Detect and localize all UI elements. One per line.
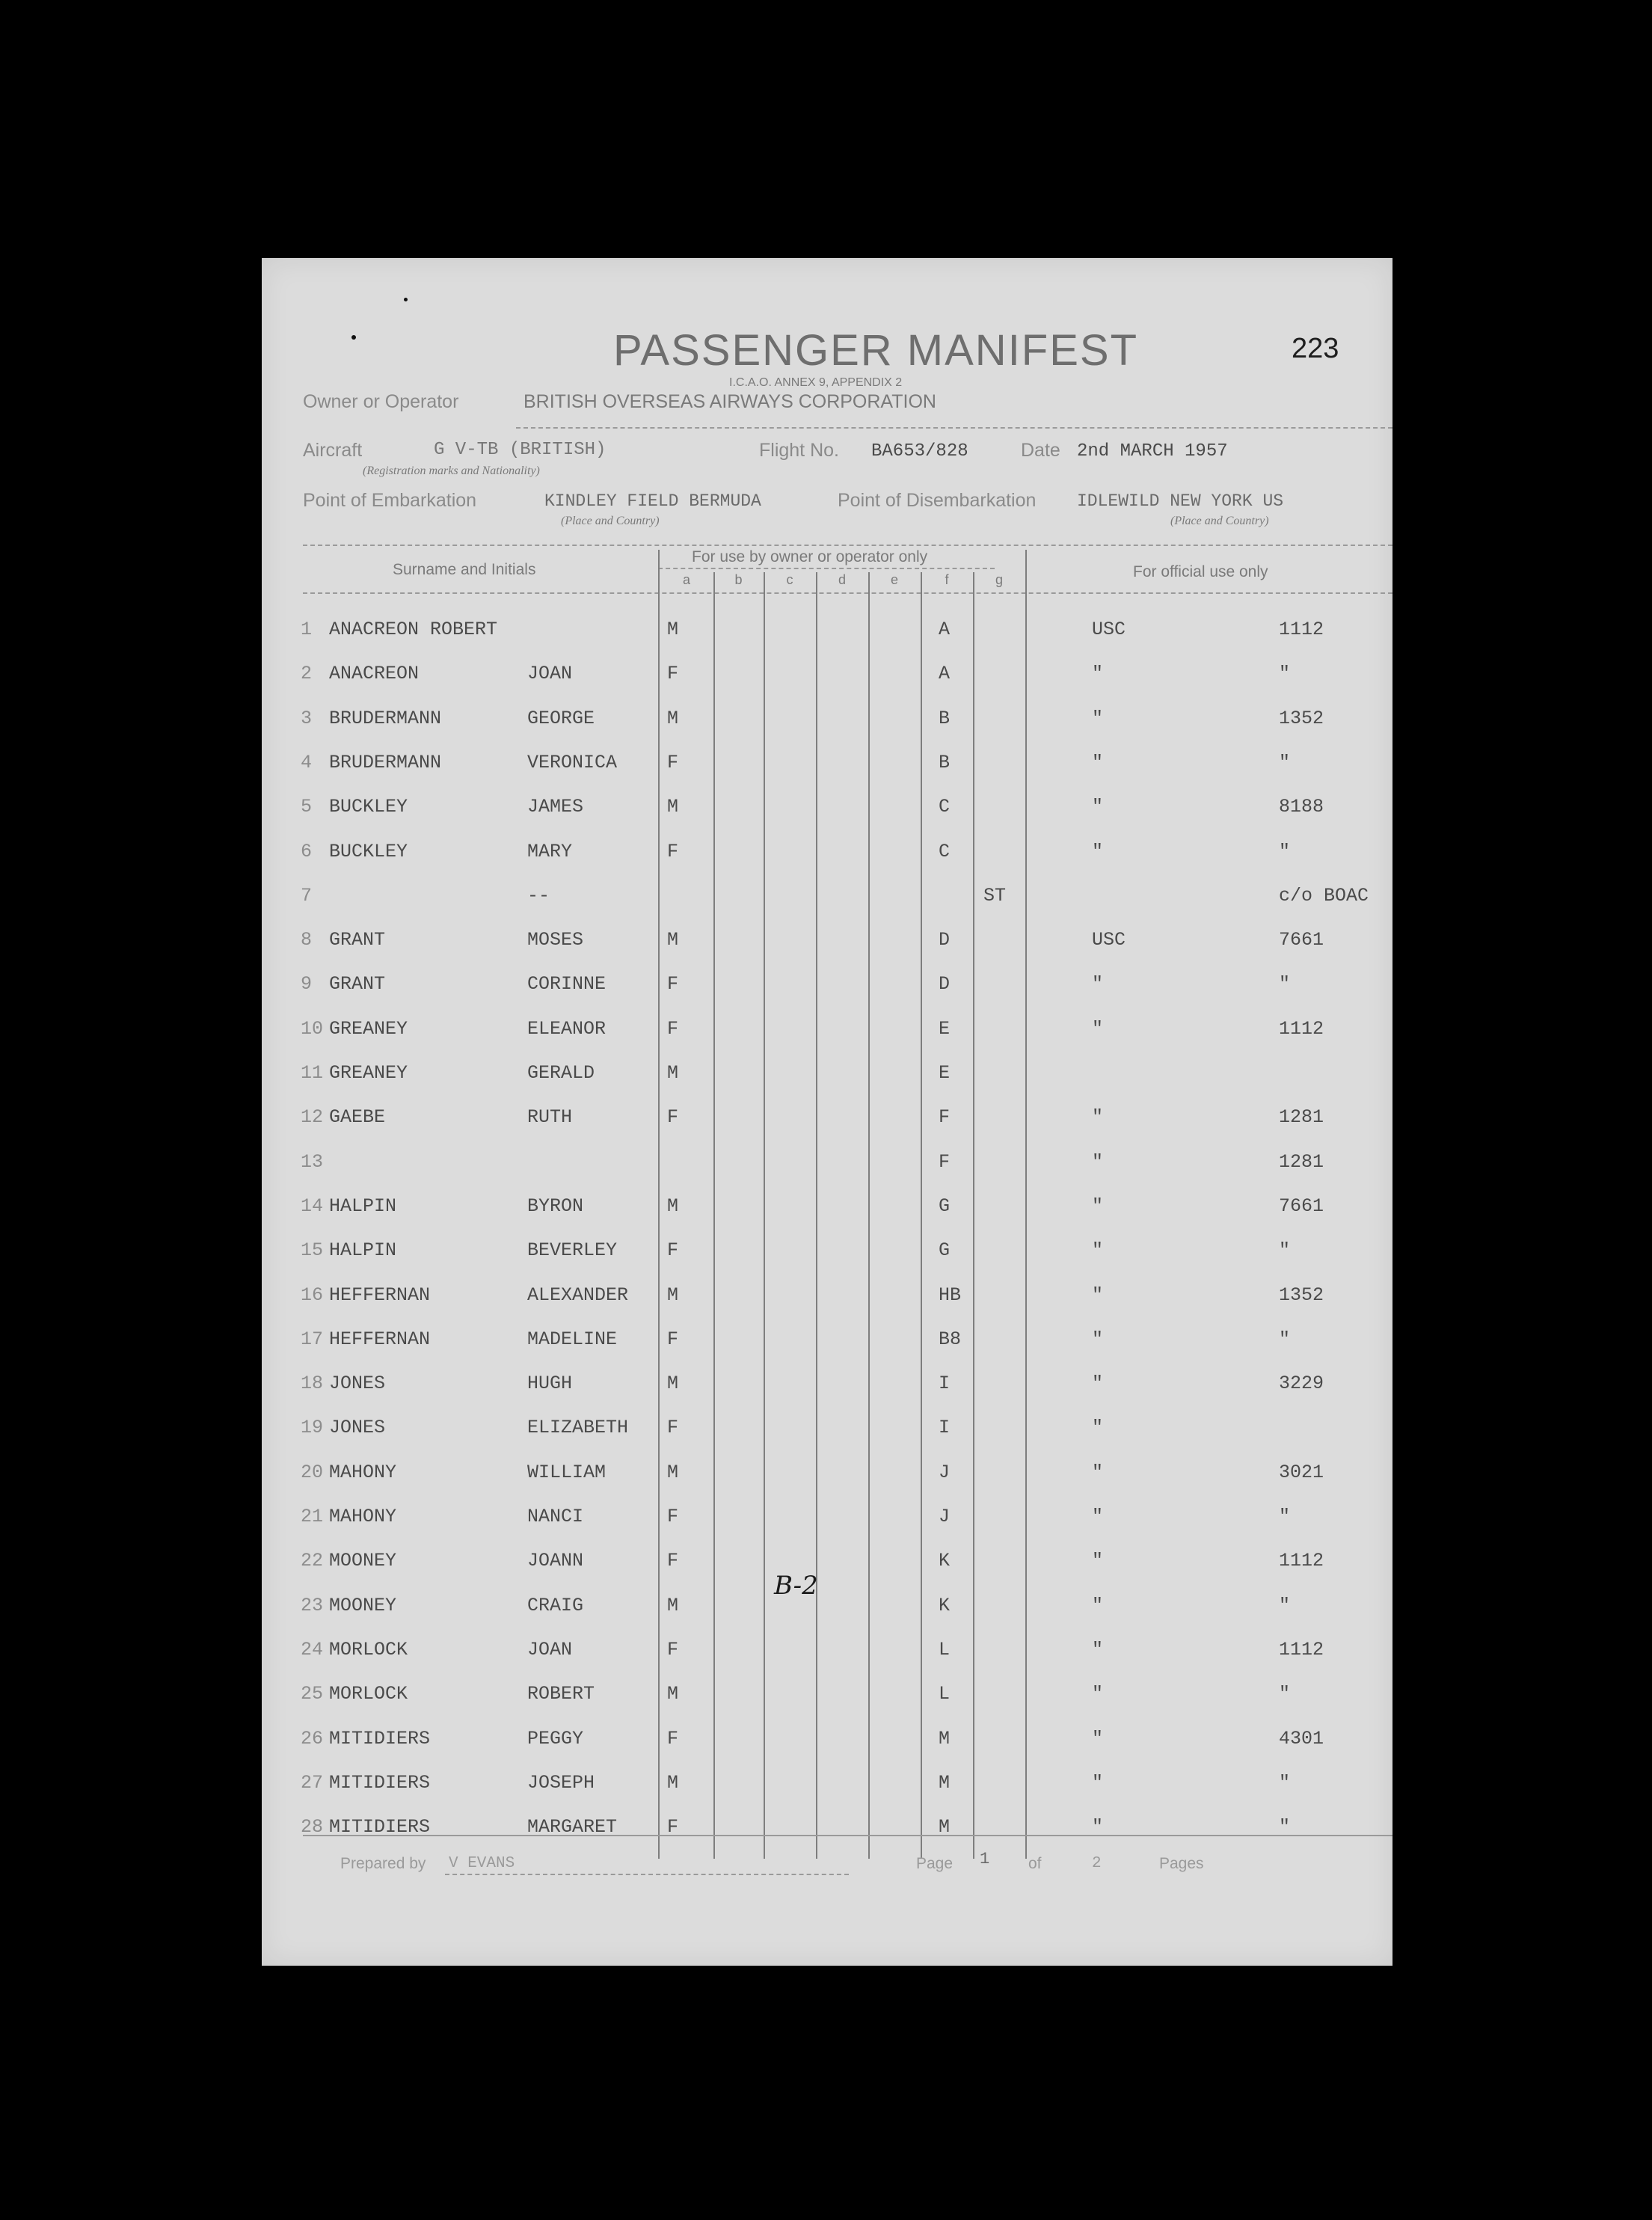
surname-cell: GREANEY — [329, 1062, 408, 1084]
official-code-cell: " — [1092, 1683, 1104, 1705]
official-code-cell: " — [1092, 1816, 1104, 1838]
sex-cell: F — [667, 1816, 679, 1838]
official-number-cell: 1112 — [1279, 1018, 1324, 1040]
table-row — [262, 885, 1392, 915]
of-label: of — [1028, 1855, 1042, 1872]
col-f-cell: A — [939, 663, 951, 684]
official-code-cell: " — [1092, 841, 1104, 862]
col-f-cell: J — [939, 1462, 951, 1483]
official-code-cell: " — [1092, 708, 1104, 729]
col-f-cell: J — [939, 1506, 951, 1527]
official-number-cell: 8188 — [1279, 796, 1324, 818]
prepared-by-value: V EVANS — [449, 1855, 515, 1872]
table-row — [262, 796, 1392, 826]
manifest-page — [262, 258, 1392, 1966]
document-title: PASSENGER MANIFEST — [613, 326, 1139, 375]
surname-cell: ANACREON — [329, 663, 420, 684]
document-subtitle: I.C.A.O. ANNEX 9, APPENDIX 2 — [729, 376, 903, 389]
row-number: 9 — [301, 973, 313, 995]
official-number-cell: " — [1279, 1328, 1291, 1350]
table-row — [262, 841, 1392, 871]
surname-cell: MOONEY — [329, 1550, 397, 1572]
table-row — [262, 752, 1392, 782]
of-value: 2 — [1092, 1855, 1102, 1872]
official-number-cell: " — [1279, 1239, 1291, 1261]
col-d-header: d — [838, 572, 846, 587]
surname-header: Surname and Initials — [393, 561, 536, 578]
col-f-cell: C — [939, 841, 951, 862]
table-row — [262, 1018, 1392, 1048]
row-number: 8 — [301, 929, 313, 951]
col-f-cell: C — [939, 796, 951, 818]
row-number: 25 — [301, 1683, 324, 1705]
col-f-cell: M — [939, 1772, 951, 1794]
owner-label: Owner or Operator — [303, 391, 459, 412]
row-number: 24 — [301, 1639, 324, 1661]
given-name-cell: PEGGY — [527, 1728, 584, 1750]
row-number: 6 — [301, 841, 313, 862]
prepared-by-label: Prepared by — [340, 1855, 426, 1872]
surname-cell: MORLOCK — [329, 1683, 408, 1705]
row-number: 26 — [301, 1728, 324, 1750]
sex-cell: F — [667, 663, 679, 684]
surname-cell: BRUDERMANN — [329, 752, 442, 773]
row-number: 12 — [301, 1106, 324, 1128]
official-number-cell: " — [1279, 841, 1291, 862]
official-code-cell: " — [1092, 1462, 1104, 1483]
ink-speck — [351, 335, 356, 340]
official-number-cell: 7661 — [1279, 929, 1324, 951]
col-f-cell: M — [939, 1728, 951, 1750]
official-code-cell: " — [1092, 1106, 1104, 1128]
col-f-cell: L — [939, 1683, 951, 1705]
official-number-cell: " — [1279, 1772, 1291, 1794]
official-number-cell: c/o BOAC — [1279, 885, 1369, 907]
sex-cell: M — [667, 1284, 679, 1306]
col-e-header: e — [890, 572, 898, 587]
embarkation-value: KINDLEY FIELD BERMUDA — [544, 491, 761, 511]
given-name-cell: JOAN — [527, 663, 573, 684]
official-number-cell: 3021 — [1279, 1462, 1324, 1483]
table-row — [262, 1417, 1392, 1447]
given-name-cell: HUGH — [527, 1373, 573, 1394]
sex-cell: M — [667, 796, 679, 818]
sex-cell: F — [667, 1550, 679, 1572]
sex-cell: M — [667, 1462, 679, 1483]
row-number: 7 — [301, 885, 313, 907]
header-bottom-rule — [303, 592, 1392, 594]
given-name-cell: MARY — [527, 841, 573, 862]
sex-cell: M — [667, 1195, 679, 1217]
flight-label: Flight No. — [759, 440, 839, 461]
official-code-cell: " — [1092, 1284, 1104, 1306]
sex-cell: F — [667, 973, 679, 995]
col-f-cell: D — [939, 973, 951, 995]
subheader-rule — [658, 568, 995, 569]
owner-use-header: For use by owner or operator only — [692, 548, 928, 565]
col-f-header: f — [945, 572, 949, 587]
given-name-cell: GEORGE — [527, 708, 595, 729]
sex-cell: F — [667, 1417, 679, 1438]
row-number: 19 — [301, 1417, 324, 1438]
table-row — [262, 1106, 1392, 1136]
row-number: 16 — [301, 1284, 324, 1306]
surname-cell: MOONEY — [329, 1595, 397, 1616]
date-label: Date — [1021, 440, 1060, 461]
given-name-cell: RUTH — [527, 1106, 573, 1128]
official-number-cell: 1352 — [1279, 1284, 1324, 1306]
sex-cell: F — [667, 1328, 679, 1350]
col-f-cell: B — [939, 752, 951, 773]
surname-cell: GAEBE — [329, 1106, 386, 1128]
official-code-cell: USC — [1092, 929, 1126, 951]
table-top-rule — [303, 545, 1392, 546]
official-number-cell: 1281 — [1279, 1151, 1324, 1173]
official-code-cell: " — [1092, 1506, 1104, 1527]
official-code-cell: " — [1092, 1595, 1104, 1616]
table-row — [262, 1239, 1392, 1269]
table-row — [262, 1328, 1392, 1358]
col-a-header: a — [682, 572, 690, 587]
stamped-page-number: 223 — [1292, 333, 1339, 364]
sex-cell: M — [667, 1772, 679, 1794]
sex-cell: M — [667, 1373, 679, 1394]
surname-cell: HEFFERNAN — [329, 1328, 431, 1350]
given-name-cell: -- — [527, 885, 550, 907]
row-number: 15 — [301, 1239, 324, 1261]
col-f-cell: B — [939, 708, 951, 729]
col-g-header: g — [995, 572, 1003, 587]
surname-cell: BRUDERMANN — [329, 708, 442, 729]
given-name-cell: CORINNE — [527, 973, 607, 995]
official-code-cell: " — [1092, 1550, 1104, 1572]
surname-cell: HALPIN — [329, 1195, 397, 1217]
footer-rule — [303, 1835, 1392, 1836]
table-row — [262, 929, 1392, 959]
given-name-cell: MARGARET — [527, 1816, 618, 1838]
given-name-cell: ROBERT — [527, 1683, 595, 1705]
row-number: 2 — [301, 663, 313, 684]
col-f-cell: K — [939, 1550, 951, 1572]
handwritten-note: B-2 — [774, 1571, 818, 1601]
official-code-cell: " — [1092, 1239, 1104, 1261]
col-f-cell: E — [939, 1062, 951, 1084]
page-label: Page — [916, 1855, 954, 1872]
surname-cell: JONES — [329, 1373, 386, 1394]
official-number-cell: " — [1279, 663, 1291, 684]
official-number-cell: " — [1279, 1683, 1291, 1705]
col-f-cell: F — [939, 1106, 951, 1128]
table-row — [262, 1550, 1392, 1580]
given-name-cell: GERALD — [527, 1062, 595, 1084]
official-code-cell: " — [1092, 973, 1104, 995]
official-number-cell: 1112 — [1279, 1550, 1324, 1572]
sex-cell: M — [667, 1595, 679, 1616]
table-row — [262, 973, 1392, 1003]
given-name-cell: JAMES — [527, 796, 584, 818]
official-number-cell: 4301 — [1279, 1728, 1324, 1750]
given-name-cell: WILLIAM — [527, 1462, 607, 1483]
surname-cell: BUCKLEY — [329, 796, 408, 818]
row-number: 28 — [301, 1816, 324, 1838]
prepared-by-line — [445, 1874, 849, 1875]
row-number: 27 — [301, 1772, 324, 1794]
table-row — [262, 619, 1392, 648]
official-code-cell: " — [1092, 1018, 1104, 1040]
official-use-header: For official use only — [1133, 563, 1268, 580]
row-number: 22 — [301, 1550, 324, 1572]
sex-cell: F — [667, 752, 679, 773]
row-number: 5 — [301, 796, 313, 818]
sex-cell: M — [667, 708, 679, 729]
col-c-header: c — [786, 572, 793, 587]
given-name-cell: JOANN — [527, 1550, 584, 1572]
sex-cell: F — [667, 1106, 679, 1128]
given-name-cell: ELEANOR — [527, 1018, 607, 1040]
surname-cell: HALPIN — [329, 1239, 397, 1261]
given-name-cell: BEVERLEY — [527, 1239, 618, 1261]
official-code-cell: " — [1092, 1639, 1104, 1661]
sex-cell: M — [667, 619, 679, 640]
table-row — [262, 1728, 1392, 1758]
surname-cell: JONES — [329, 1417, 386, 1438]
surname-cell: MAHONY — [329, 1462, 397, 1483]
table-row — [262, 1373, 1392, 1402]
table-row — [262, 1195, 1392, 1225]
table-row — [262, 1284, 1392, 1314]
official-code-cell: " — [1092, 796, 1104, 818]
given-name-cell: MOSES — [527, 929, 584, 951]
official-number-cell: 1281 — [1279, 1106, 1324, 1128]
sex-cell: M — [667, 929, 679, 951]
official-code-cell: " — [1092, 663, 1104, 684]
disembarkation-value: IDLEWILD NEW YORK US — [1077, 491, 1284, 511]
row-number: 18 — [301, 1373, 324, 1394]
col-f-cell: K — [939, 1595, 951, 1616]
given-name-cell: ALEXANDER — [527, 1284, 629, 1306]
given-name-cell: MADELINE — [527, 1328, 618, 1350]
surname-cell: HEFFERNAN — [329, 1284, 431, 1306]
official-number-cell: " — [1279, 1816, 1291, 1838]
surname-cell: GRANT — [329, 929, 386, 951]
surname-cell: MITIDIERS — [329, 1816, 431, 1838]
official-code-cell: " — [1092, 1151, 1104, 1173]
col-f-cell: E — [939, 1018, 951, 1040]
official-code-cell: " — [1092, 1772, 1104, 1794]
official-number-cell: 7661 — [1279, 1195, 1324, 1217]
given-name-cell: NANCI — [527, 1506, 584, 1527]
disembarkation-caption: (Place and Country) — [1170, 515, 1269, 527]
surname-cell: BUCKLEY — [329, 841, 408, 862]
official-number-cell: " — [1279, 1595, 1291, 1616]
row-number: 21 — [301, 1506, 324, 1527]
official-number-cell: " — [1279, 752, 1291, 773]
sex-cell: F — [667, 841, 679, 862]
flight-value: BA653/828 — [871, 441, 968, 462]
official-code-cell: " — [1092, 1728, 1104, 1750]
official-number-cell: 1112 — [1279, 619, 1324, 640]
col-g-cell: ST — [983, 885, 1007, 907]
row-number: 10 — [301, 1018, 324, 1040]
table-row — [262, 1062, 1392, 1092]
col-f-cell: G — [939, 1195, 951, 1217]
table-row — [262, 663, 1392, 693]
table-row — [262, 1462, 1392, 1491]
row-number: 20 — [301, 1462, 324, 1483]
table-row — [262, 1772, 1392, 1802]
ink-speck — [404, 298, 408, 301]
col-f-cell: G — [939, 1239, 951, 1261]
official-code-cell: " — [1092, 1373, 1104, 1394]
sex-cell: F — [667, 1506, 679, 1527]
official-number-cell: 3229 — [1279, 1373, 1324, 1394]
given-name-cell: BYRON — [527, 1195, 584, 1217]
date-value: 2nd MARCH 1957 — [1077, 441, 1228, 462]
official-number-cell: " — [1279, 1506, 1291, 1527]
row-number: 14 — [301, 1195, 324, 1217]
col-f-cell: I — [939, 1373, 951, 1394]
row-number: 1 — [301, 619, 313, 640]
table-row — [262, 1595, 1392, 1625]
given-name-cell: JOAN — [527, 1639, 573, 1661]
row-number: 17 — [301, 1328, 324, 1350]
official-code-cell: " — [1092, 1195, 1104, 1217]
disembarkation-label: Point of Disembarkation — [838, 490, 1037, 511]
official-code-cell: " — [1092, 752, 1104, 773]
col-f-cell: L — [939, 1639, 951, 1661]
row-number: 13 — [301, 1151, 324, 1173]
table-row — [262, 708, 1392, 738]
surname-cell: MORLOCK — [329, 1639, 408, 1661]
aircraft-value: G V-TB (BRITISH) — [434, 440, 607, 460]
surname-cell: GREANEY — [329, 1018, 408, 1040]
col-f-cell: HB — [939, 1284, 962, 1306]
surname-cell: MITIDIERS — [329, 1728, 431, 1750]
official-number-cell: 1112 — [1279, 1639, 1324, 1661]
surname-cell: MITIDIERS — [329, 1772, 431, 1794]
aircraft-label: Aircraft — [303, 440, 363, 461]
table-row — [262, 1639, 1392, 1669]
col-f-cell: D — [939, 929, 951, 951]
given-name-cell: VERONICA — [527, 752, 618, 773]
col-b-header: b — [734, 572, 743, 587]
col-f-cell: F — [939, 1151, 951, 1173]
official-code-cell: " — [1092, 1417, 1104, 1438]
embarkation-caption: (Place and Country) — [561, 515, 660, 527]
col-f-cell: M — [939, 1816, 951, 1838]
table-row — [262, 1506, 1392, 1536]
given-name-cell: CRAIG — [527, 1595, 584, 1616]
sex-cell: F — [667, 1728, 679, 1750]
divider — [516, 427, 1392, 429]
row-number: 4 — [301, 752, 313, 773]
col-f-cell: A — [939, 619, 951, 640]
official-number-cell: 1352 — [1279, 708, 1324, 729]
table-row — [262, 1151, 1392, 1181]
given-name-cell: ELIZABETH — [527, 1417, 629, 1438]
sex-cell: M — [667, 1683, 679, 1705]
given-name-cell: JOSEPH — [527, 1772, 595, 1794]
table-row — [262, 1683, 1392, 1713]
table-row — [262, 1816, 1392, 1846]
embarkation-label: Point of Embarkation — [303, 490, 477, 511]
owner-value: BRITISH OVERSEAS AIRWAYS CORPORATION — [523, 391, 936, 412]
sex-cell: M — [667, 1062, 679, 1084]
official-number-cell: " — [1279, 973, 1291, 995]
surname-cell: GRANT — [329, 973, 386, 995]
sex-cell: F — [667, 1239, 679, 1261]
row-number: 3 — [301, 708, 313, 729]
official-code-cell: " — [1092, 1328, 1104, 1350]
pages-label: Pages — [1159, 1855, 1204, 1872]
row-number: 11 — [301, 1062, 324, 1084]
surname-cell: MAHONY — [329, 1506, 397, 1527]
page-value: 1 — [980, 1850, 990, 1868]
sex-cell: F — [667, 1639, 679, 1661]
col-f-cell: I — [939, 1417, 951, 1438]
col-f-cell: B8 — [939, 1328, 962, 1350]
row-number: 23 — [301, 1595, 324, 1616]
surname-cell: ANACREON ROBERT — [329, 619, 498, 640]
aircraft-caption: (Registration marks and Nationality) — [363, 464, 540, 477]
official-code-cell: USC — [1092, 619, 1126, 640]
sex-cell: F — [667, 1018, 679, 1040]
